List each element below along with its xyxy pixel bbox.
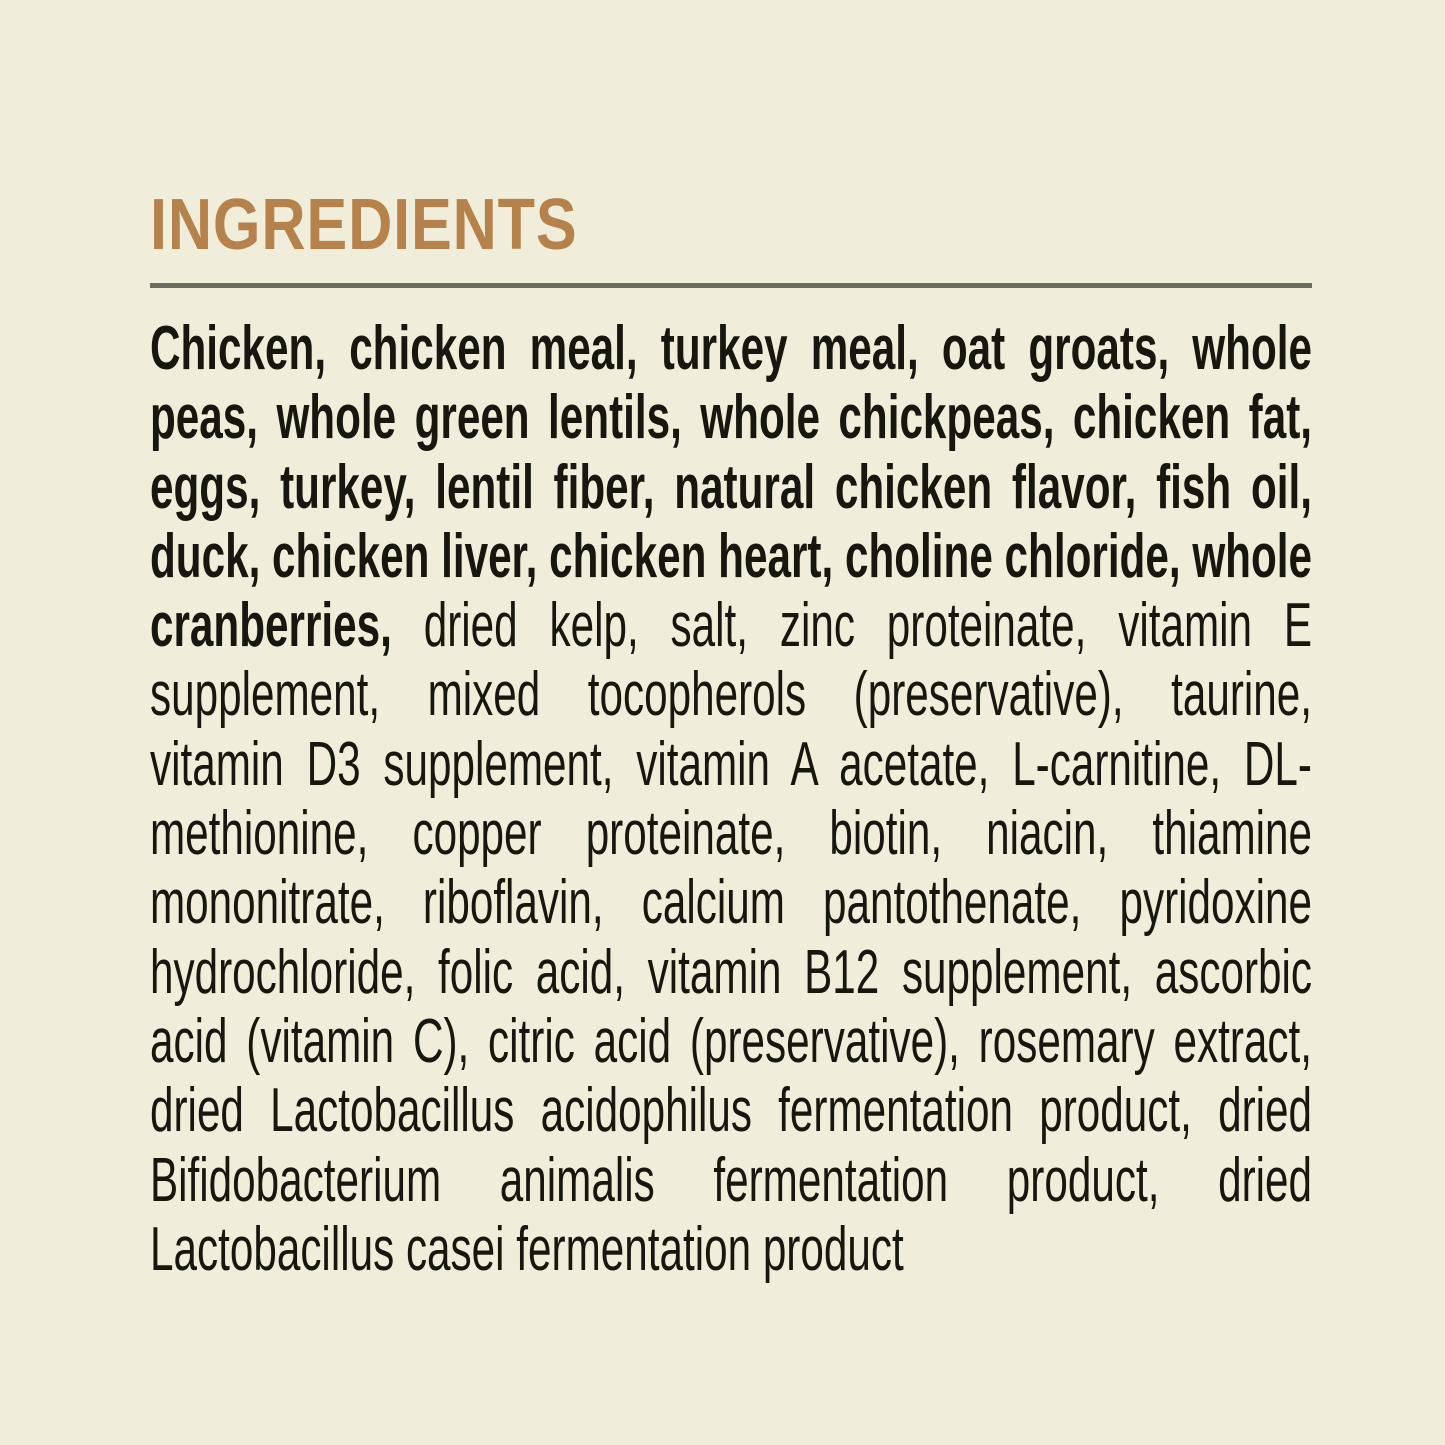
ingredients-line-text: [150, 660, 1312, 729]
ingredients-panel: [150, 185, 1313, 1284]
ingredients-line-text: [150, 938, 1312, 1007]
ingredients-line-text: [150, 1215, 904, 1284]
ingredient-segment: mononitrate, riboflavin, calcium pantothenate, pyridoxine: [150, 868, 1312, 938]
ingredients-heading: INGREDIENTS: [150, 185, 578, 265]
ingredients-line-text: [150, 1146, 1312, 1215]
ingredient-segment: vitamin D3 supplement, vitamin A acetate, L-carnitine, DL-: [150, 729, 1312, 799]
ingredients-line-text: [150, 522, 1312, 591]
ingredient-segment: hydrochloride, folic acid, vitamin B12 supplement, ascorbic: [150, 937, 1313, 1007]
ingredients-line: [150, 314, 1312, 383]
ingredient-segment-bold: peas, whole green lentils, whole chickpeas, chicken fat,: [150, 383, 1312, 453]
ingredients-line: [150, 868, 1312, 937]
ingredients-line: [150, 799, 1312, 868]
ingredients-line: [150, 1215, 1312, 1284]
ingredients-line: [150, 453, 1312, 522]
ingredients-line-text: [150, 591, 1312, 660]
ingredients-line-text: [150, 453, 1312, 522]
ingredients-line: [150, 1007, 1312, 1076]
ingredients-line: [150, 660, 1312, 729]
ingredients-line: [150, 938, 1312, 1007]
ingredients-line-text: [150, 383, 1312, 452]
heading-divider: [150, 283, 1312, 288]
ingredient-segment-bold: cranberries,: [150, 591, 392, 661]
ingredients-line: [150, 591, 1312, 660]
ingredient-segment: Lactobacillus casei fermentation product: [150, 1214, 904, 1284]
ingredients-line-text: [150, 1007, 1312, 1076]
ingredients-line-text: [150, 730, 1312, 799]
ingredients-line-text: [150, 799, 1312, 868]
ingredients-line: [150, 1076, 1312, 1145]
ingredient-segment: dried Lactobacillus acidophilus fermentation product, dried: [150, 1076, 1313, 1146]
ingredients-line: [150, 383, 1312, 452]
ingredient-segment-bold: duck, chicken liver, chicken heart, choline chloride, whole: [150, 521, 1313, 591]
ingredients-line: [150, 1146, 1312, 1215]
ingredient-segment: supplement, mixed tocopherols (preservative), taurine,: [150, 660, 1312, 730]
ingredient-segment: Bifidobacterium animalis fermentation product, dried: [150, 1145, 1313, 1215]
ingredients-line-text: [150, 1076, 1312, 1145]
ingredient-segment: dried kelp, salt, zinc proteinate, vitamin E: [391, 591, 1313, 661]
ingredient-segment-bold: Chicken, chicken meal, turkey meal, oat groats, whole: [150, 314, 1312, 383]
ingredients-line: [150, 730, 1312, 799]
ingredient-segment-bold: eggs, turkey, lentil fiber, natural chicken flavor, fish oil,: [150, 452, 1312, 522]
ingredient-segment: acid (vitamin C), citric acid (preservative), rosemary extract,: [150, 1006, 1312, 1076]
ingredients-line: [150, 522, 1312, 591]
ingredients-line-text: [150, 868, 1312, 937]
ingredient-segment: methionine, copper proteinate, biotin, niacin, thiamine: [150, 799, 1313, 869]
ingredients-text: [150, 314, 1312, 1284]
ingredients-line-text: [150, 314, 1312, 383]
